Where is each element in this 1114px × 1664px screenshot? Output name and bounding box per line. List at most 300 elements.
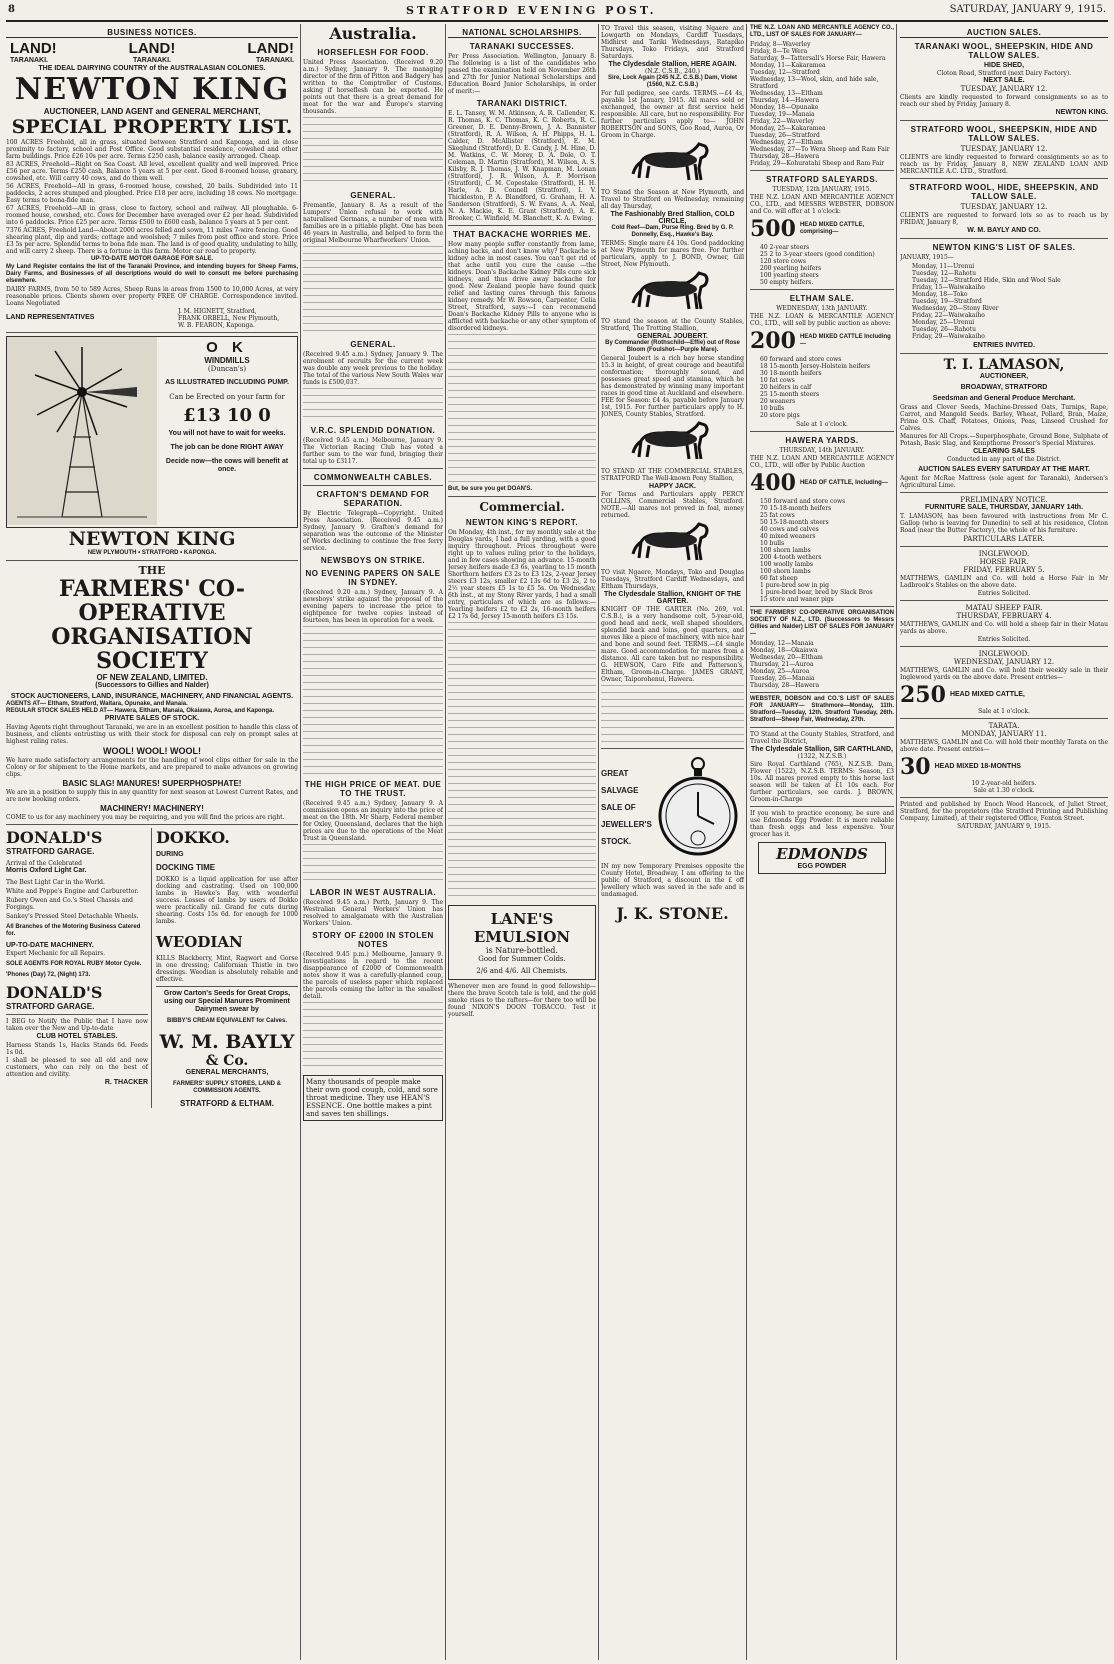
farmers-cooperative: FARMERS' CO-OPERATIVE: [59, 576, 245, 626]
sale-item: Wednesday, 13—Wool, skin, and hide sale, Stratford: [750, 76, 879, 90]
as-illustrated: AS ILLUSTRATED INCLUDING PUMP.: [165, 379, 289, 386]
sale-heading: NEWTON KING'S LIST OF SALES.: [932, 243, 1076, 252]
sale-item: Friday, 29—Waiwakaiho: [912, 333, 985, 340]
text-lines: [448, 334, 596, 484]
cartons-seeds: Grow Carton's Seeds for Great Crops, using our Special Manures Prominent Dairymen swear by: [163, 990, 291, 1013]
text-lines: [303, 1002, 443, 1072]
head-count-row: [900, 754, 1108, 780]
donalds-uptodate: UP-TO-DATE MACHINERY.: [6, 942, 94, 949]
place-heading: INGLEWOOD.: [978, 650, 1030, 658]
entries-solicited: Entries Solicited.: [977, 636, 1031, 643]
furniture-sale: FURNITURE SALE, THURSDAY, JANUARY 14th.: [924, 504, 1084, 511]
entries-invited: ENTRIES INVITED.: [973, 342, 1035, 349]
cattle-list: [750, 498, 894, 603]
sale-item: Thursday, 28—Hawera: [750, 153, 820, 160]
cattle-item: 120 store cows: [760, 258, 806, 265]
sale-item: Friday, 8—Waverley: [750, 41, 811, 48]
sale-item: Monday, 12—Manaia: [750, 640, 814, 647]
club-hotel-stables: CLUB HOTEL STABLES.: [36, 1033, 118, 1040]
sale-item: Tuesday, 26—Manaia: [750, 675, 815, 682]
property-item: My Land Register contains the list of the Taranaki Province, and intending buyers for Sheep Farms, Dairy Farms, and Businesses of all descriptions would do well to consult me before purchasing elsewhere.: [6, 264, 298, 284]
sale-item: Monday, 11—Kakaramea: [750, 62, 826, 69]
text-lines: [303, 388, 443, 422]
news-text: (Received 9.45 a.m.) Sydney, January 9. The enrolment of recruits for the current week was double any week previous to the holiday. The total of the various New South Wales war funds is £500,037.: [303, 351, 443, 386]
windmill-copy: [157, 337, 297, 527]
horse-icon: [601, 520, 744, 568]
stallion-notice: TO stand the season at the County Stables, Stratford, The Trotting Stallion,: [601, 318, 744, 332]
basic-slag-heading: BASIC SLAG! MANURES! SUPERPHOSPHATE!: [62, 779, 242, 788]
windmill-price: £13 10 0: [183, 405, 271, 426]
stallion-terms: For full pedigree, see cards. TERMS.—£4 4s, payable 1st January, 1915. All mares sold or exchanged, the owner at first service held responsible. All care, but no responsibility. For further particulars apply to— JOHN ROBERTSON and SONS, Goo Road, Auroa, Or Groom in Charge.: [601, 90, 744, 139]
sale-date: TUESDAY, 12th JANUARY, 1915.: [772, 186, 872, 193]
horse-icon: [601, 269, 744, 317]
stallion-name: HAPPY JACK.: [649, 483, 696, 490]
property-item: UP-TO-DATE MOTOR GARAGE FOR SALE.: [90, 256, 213, 262]
sale-item: Thursday, 21—Auroa: [750, 661, 814, 668]
private-sales: PRIVATE SALES OF STOCK.: [104, 715, 200, 722]
sale-heading: HORSE FAIR.: [979, 558, 1029, 566]
regular-sales: REGULAR STOCK SALES HELD AT— Hawera, Eltham, Manaia, Okaiawa, Auroa, and Kaponga.: [6, 708, 275, 714]
donalds-ad: [6, 828, 152, 1108]
sale-date: WEDNESDAY, 13th JANUARY.: [776, 305, 868, 312]
representatives-list: [178, 308, 298, 329]
sale-item: Wednesday, 27—To Wera Sheep and Ram Fair: [750, 146, 890, 153]
egg-powder-brand: EGG POWDER: [797, 863, 847, 870]
property-item: 100 ACRES Freehold, all in grass, situated between Stratford and Kaponga, and in close proximity to factory, school and Post Office. Good substantial residence, cowshed and other farm buildings. Price £26 10s per acre. Terms £250 cash, balance easily arranged. Cheap.: [6, 139, 298, 160]
head-count-label: HEAD MIXED CATTLE, comprising—: [799, 222, 865, 235]
sale-item: Wednesday, 27—Eltham: [750, 139, 823, 146]
text-lines: [303, 246, 443, 336]
issue-date: SATURDAY, JANUARY 9, 1915.: [949, 4, 1106, 15]
land-word: LAND!: [128, 40, 176, 57]
representative: FRANK ORBELL, New Plymouth,: [178, 315, 280, 322]
sale-item: Wednesday, 20—Eltham: [750, 654, 823, 661]
thacker-signature: R. THACKER: [104, 1079, 148, 1086]
news-heading: GENERAL.: [350, 340, 396, 349]
sales-month: JANUARY, 1915—: [900, 254, 954, 261]
lamason-products: Grass and Clover Seeds, Machine-Dressed Oats, Turnips, Rape, Carrot, and Mangold Seeds. Barley, Wheat, Pollard, Bran, Maize, Prime O.S. Chaff, Potatoes, Onions, Peas, Linseed Crushed for Calves.: [900, 404, 1108, 432]
news-heading: COMMONWEALTH CABLES.: [313, 473, 433, 482]
stallion-terms: KNIGHT OF THE GARTER (No. 269, vol. C.S.B.), is a very handsome colt, 5-year-old, good head and neck, well shaped shoulders, splendid back and loins, good quarters, and moves like a piece of machinery, with nice hair and bone and sound feet. TERMS.—£4 single mare. Good accommodation for mares from a distance. All care taken but no responsibility. G. HEWSON, Caro Fife and Patterson's, Eltham, Groom-in-Charge. JAMES GRANT, Owner, Taiporohenui, Hawera.: [601, 606, 744, 683]
business-notices-column: [6, 24, 298, 1660]
property-item: 83 ACRES, Freehold—Right on Sea Coast. All level, excellent quality and well improved. Price £56 per acre. Terms £250 cash, Balance 5 years at 5 per cent. Good 8-roomed house, granary, cowshed, etc. Will carry 40 cows, and do them well.: [6, 161, 298, 182]
sale-heading: STRATFORD SALEYARDS.: [766, 175, 878, 184]
newton-king-signature: NEWTON KING.: [1055, 109, 1108, 116]
auction-header: AUCTION SALES.: [900, 28, 1108, 38]
stables-welcome: I shall be pleased to see all old and new customers, who can rely on the best of attention and civility.: [6, 1057, 148, 1078]
cattle-item: 10 2-year-old heifers.: [971, 780, 1037, 787]
stallion-notice: TO visit Ngaere, Mondays, Toko and Douglas Tuesdays, Stratford Cardiff Wednesdays, and Eltham Thursdays,: [601, 569, 744, 590]
donalds-phones: 'Phones (Day) 72, (Night) 173.: [6, 972, 91, 978]
head-count: 200: [750, 328, 796, 354]
news-text: (Received 9.45 a.m.) Perth, January 9. The Westralian General Workers' Union has resolved to amalgamate with the Australian Workers' Union.: [303, 899, 443, 927]
newton-king-title: NEWTON KING: [14, 72, 290, 107]
egg-powder-text: If you wish to practice economy, be sure and use Edmonds Egg Powder. It is more reliable than fresh eggs and less expensive. Your grocer has it.: [750, 810, 894, 838]
windmill-illustration: [7, 337, 157, 527]
sale-date: TUESDAY, JANUARY 12.: [960, 203, 1048, 211]
news-text: (Received 9.45 a.m.) Sydney, January 9. A commission opens an inquiry into the price of meat on the 18th. Mr Sharp, Federal member for Oxley, Queensland, declares that the high prices are due to the operations of the Meat Trust in Queensland.: [303, 800, 443, 842]
entries-solicited: Entries Solicited.: [977, 590, 1031, 597]
head-count-label: HEAD OF CATTLE, Including—: [799, 479, 888, 486]
lamason-manures: Manures for All Crops.—Superphosphate, Ground Bone, Sulphate of Potash, Basic Slag, and Kempthorne Prosser's Special Mixtures.: [900, 433, 1108, 447]
cattle-item: 10 bulls: [760, 540, 785, 547]
scholarships-column: [448, 24, 596, 1660]
sale-item: Tuesday, 26—Stratford: [750, 132, 820, 139]
head-count-row: [750, 470, 894, 496]
taranaki-word: TARANAKI.: [133, 57, 171, 64]
donalds-rubery: Rubery Owen and Co.'s Steel Chassis and Forgings.: [6, 897, 133, 911]
representative: J. M. HIGNETT, Stratford,: [178, 308, 257, 315]
news-heading: HORSEFLESH FOR FOOD.: [317, 48, 429, 57]
cattle-list: [750, 244, 894, 286]
news-heading: NATIONAL SCHOLARSHIPS.: [448, 28, 596, 38]
sale-intro: THE N.Z. LOAN AND MERCANTILE AGENCY CO., LTD., and MESSRS WEBSTER, DOBSON and Co. will offer at 1 o'clock:: [750, 194, 894, 215]
sale-heading: ELTHAM SALE.: [789, 294, 855, 303]
sales-column: [750, 24, 894, 1660]
sale-item: Friday, 29—Kohuratahi Sheep and Ram Fair: [750, 160, 885, 167]
land-word: LAND!: [10, 40, 57, 57]
windmills-brand: (Duncan's): [207, 365, 247, 373]
sales-intro: THE N.Z. LOAN AND MERCANTILE AGENCY CO., LTD., LIST OF SALES FOR JANUARY—: [750, 25, 894, 38]
news-text: United Press Association. (Received 9.20 a.m.) Sydney, January 9. The managing director of the firm of Pitton and Badgery has written to the Comptroller of Customs, asking if horseflesh can be exported. He points out that there is a great demand for meat for the war and Europe's starving thousands.: [303, 59, 443, 115]
cattle-item: 20 store pigs: [760, 412, 800, 419]
stallion-terms: TERMS: Single mare £4 10s. Good paddocking at New Plymouth for mares free. For further particulars, apply to J. BOND, Owner, Gill Street, New Plymouth.: [601, 240, 744, 268]
news-text: Per Press Association. Wellington, January 8. The following is a list of the candidates who passed the examination held on November 26th and 27th for Junior National Scholarships and Education Board Junior Scholarships, in order of merit:—: [448, 53, 596, 95]
wool-text: We have made satisfactory arrangements for the handling of wool clips either for sale in the Colony or for shipment to the Home markets, and are prepared to make advances on growing clips.: [6, 757, 298, 778]
cattle-item: 25 15-month steers: [760, 391, 820, 398]
sale-item: Tuesday, 12—Rahotu: [912, 270, 976, 277]
cattle-item: 20 heifers in calf: [760, 384, 812, 391]
stables-rates: Harness Stands 1s, Hacks Stands 6d. Feeds 1s 0d.: [6, 1042, 148, 1056]
cattle-item: 200 4-tooth wethers: [760, 554, 822, 561]
stallion-pedigree: Sire, Lock Again (245 N.Z. C.S.B.) Dam, Violet (1560, N.Z. C.S.B.): [607, 75, 738, 88]
cattle-item: 10 bulls: [760, 405, 785, 412]
property-item: DAIRY FARMS, from 50 to 589 Acres, Sheep Runs in areas from 1500 to 10,000 Acres, at very reasonable prices. Clients shown over property FREE OF CHARGE. Correspondence invited. Loans Negotiated: [6, 286, 298, 307]
sale-date: TUESDAY, JANUARY 12.: [960, 85, 1048, 93]
sale-time: Sale at 1 o'clock.: [796, 421, 848, 428]
sale-intro: THE FARMERS' CO-OPERATIVE ORGANISATION SOCIETY OF N.Z., LTD. (Successors to Messrs Gillies and Nalder) LIST OF SALES FOR JANUARY—: [750, 610, 894, 637]
salvage-word: SALE OF: [601, 802, 636, 812]
cattle-item: 30 18-month heifers: [760, 370, 822, 377]
cattle-item: 100 yearling steers: [760, 272, 819, 279]
newton-king-places: NEW PLYMOUTH • STRATFORD • KAPONGA.: [87, 550, 217, 556]
cattle-item: 200 yearling heifers: [760, 265, 822, 272]
machinery-text: COME to us for any machinery you may be requiring, and you will find the prices are right.: [6, 814, 285, 821]
right-away-line: The job can be done RIGHT AWAY: [170, 444, 284, 451]
windmills-title: WINDMILLS: [204, 356, 250, 365]
next-sale: NEXT SALE.: [983, 77, 1025, 84]
dokko-during: DURING: [156, 851, 184, 858]
decide-line: Decide now—the cows will benefit at once.: [165, 458, 289, 473]
cattle-item: 150 forward and store cows: [760, 498, 846, 505]
dokko-title: DOKKO.: [156, 828, 230, 847]
news-text: (Received 9.45 p.m.) Melbourne, January 9. Investigations in regard to the recent disappearance of £2000 of Commonwealth notes show it was a carefully-planned coup, the parcels of useless paper which replaced the parcels coming the latter in the smallest detail.: [303, 951, 443, 1000]
news-heading: CRAFTON'S DEMAND FOR SEPARATION.: [316, 490, 430, 508]
stallion-terms: Sire Royal Carthland (765), N.Z.S.B. Dam, Flower (1522), N.Z.S.B. TERMS: Season, £3 10s. All mares proved empty to this horse last season will be taken at £1 10s each. For further particulars, see cards. J. BROWN, Groom-in-Charge: [750, 761, 894, 803]
cattle-item: 50 empty heifers.: [760, 279, 814, 286]
weodian-text: KILLS Blackberry, Mint, Ragwort and Gorse in one dressing; Californian Thistle in two dressings. Weodian is absolutely reliable and effective.: [156, 955, 298, 983]
news-text: E. L. Tansey, W. M. Atkinson, A. R. Callender, K. R. Thomas, K. C. Thomas, K. C. Roberts, R. C. Greener, D. E. Denny-Brown, J. A. Bannister (Stratford), R. A. Wilson, A. H. Phipps, H. L. Calder, D. McAllister (Stratford), E. M. Skeglund (Stratford), D. E. Candy, J. M. Hine, D. M. Watkins, C. W. Morey, D. A. Dole, O. T. Coleman, D. Martin (Stratford), M. Wilson, A. S. Kilsby, R. J. Thomas, J. W. Knapman, M. Lonan (Stratford), J. R. Wilson, A. P. Morrison (Stratford), C. M. Copestake (Stratford), H. H. Harle, A. D. Connell (Stratford), I. V. Thickleston, P. A. Blandford, G. Graham, H. A. Sanderson (Stratford), S. W. Evans, A. A. Neal, N. A. Mackie, K. E. Grant (Stratford), A. E. Brooker, C. Winfield, M. Blanchett, K. A. Ewing.: [448, 110, 596, 222]
news-heading: V.R.C. SPLENDID DONATION.: [310, 426, 436, 435]
tobacco-ad: Whenever men are found in good fellowship—there the brave Scotch tale is told, and the gold smoke rises to the rafters—for there too will be found NIXON'S DOON TOBACCO. Test it yourself.: [448, 983, 596, 1018]
news-heading: THE HIGH PRICE OF MEAT. DUE TO THE TRUST.: [304, 780, 442, 798]
news-heading: THAT BACKACHE WORRIES ME.: [452, 230, 592, 239]
basic-slag-text: We are in a position to supply this in any quantity for next season at Lowest Current Rates, and are now booking orders.: [6, 789, 298, 803]
sale-date: FRIDAY, FEBRUARY 5.: [963, 566, 1045, 574]
property-item: 56 ACRES, Freehold—All in grass, 6-roomed house, cowshed, 20 bails. Subdivided into 11 paddocks, 2 acres stumped and ploughed. Price £18 per acre, including 18 cows. No mortgage. Easy terms to bona-fide man.: [6, 183, 298, 204]
text-lines: [303, 117, 443, 187]
donalds-sankey: Sankey's Pressed Steel Detachable Wheels.: [6, 913, 139, 920]
salvage-word: JEWELLER'S: [601, 819, 652, 829]
news-heading: NEWSBOYS ON STRIKE.: [320, 556, 426, 565]
preliminary-notice: PRELIMINARY NOTICE.: [960, 496, 1048, 504]
news-text: How many people suffer constantly from lame, aching backs, and don't know why? Backache is kidney ache in most cases. You can't get rid of that ache until you cure the cause —the kidneys. Doan's Backache Kidney Pills cure sick kidneys, and thus drive away backache for good. New Zealand people have found quick relief and lasting cures through this famous kidney remedy. Mr W. Rowson, Carpenter, Celia Street, Stratford, says:—I can recommend Doan's Backache Kidney Pills to anyone who is afflicted with backache or any other symptom of disordered kidneys.: [448, 241, 596, 332]
cattle-item: 1 pure-bred sow in pig: [760, 582, 829, 589]
cattle-item: 60 fat sheep: [760, 575, 798, 582]
text-lines: [448, 622, 596, 902]
bibbys-cream: BIBBY'S CREAM EQUIVALENT for Calves.: [167, 1018, 287, 1024]
printer-imprint: Printed and published by Enoch Wood Hancock, of Juliet Street, Stratford, for the proprietors (the Stratford Printing and Publishing Company, Limited), at their registered Office, Fenton Street.: [900, 801, 1108, 822]
newton-king-footer: NEWTON KING: [68, 528, 236, 550]
particulars-later: PARTICULARS LATER.: [963, 535, 1045, 543]
bayly-co: & Co.: [205, 1053, 249, 1069]
cattle-item: 25 fat cows: [760, 512, 795, 519]
lower-ads: [6, 828, 298, 1108]
donalds-morris: Morris Oxford Light Car.: [6, 867, 87, 874]
cattle-item: 100 woolly lambs: [760, 561, 813, 568]
cattle-item: 60 forward and store cows: [760, 356, 842, 363]
donalds-best: The Best Light Car in the World.: [6, 879, 105, 886]
sale-intro: THE N.Z. LOAN & MERCANTILE AGENCY CO., LTD., will sell by public auction as above:: [750, 313, 894, 327]
salvage-word: SALVAGE: [601, 785, 639, 795]
sale-item: Monday, 25—Urenui: [912, 319, 975, 326]
imprint-date: SATURDAY, JANUARY 9, 1915.: [957, 823, 1051, 830]
stallion-terms: For Terms and Particulars apply PERCY COLLINS, Commercial Stables, Stratford. NOTE.—All mares not proved in foal, money returned.: [601, 491, 744, 519]
windmill-icon: [7, 337, 157, 525]
sale-item: Friday, 22—Waiwakaiho: [912, 312, 985, 319]
sale-item: Friday, 8—Te Wera: [750, 48, 808, 55]
horse-icon: [601, 140, 744, 188]
heans-text: Many thousands of people make their own good cough, cold, and sore throat medicine. They use HEAN'S ESSENCE. One bottle makes a pint and saves ten shillings.: [306, 1078, 438, 1118]
cattle-item: 1 pure-bred boar, bred by Slack Bros: [760, 589, 873, 596]
cattle-item: 40 cows and calves: [760, 526, 819, 533]
representative: W. B. FEARON, Kaponga.: [178, 322, 255, 329]
cattle-item: 100 shorn lambs: [760, 568, 811, 575]
no-wait-line: You will not have to wait for weeks.: [168, 430, 286, 437]
wool-heading: WOOL! WOOL! WOOL!: [103, 746, 201, 756]
farmers-limited: OF NEW ZEALAND, LIMITED.: [96, 673, 208, 682]
clearing-sales: CLEARING SALES: [973, 448, 1035, 455]
windmill-ad: [6, 336, 298, 528]
sale-item: Tuesday, 26—Rahotu: [912, 326, 976, 333]
pocket-watch-icon: [656, 752, 740, 862]
sale-item: Tuesday, 19—Stratford: [912, 298, 982, 305]
sale-item: Monday, 11—Urenui: [912, 263, 975, 270]
dokko-ad: [156, 828, 298, 1108]
salvage-sale-ad: [601, 752, 744, 862]
cattle-list: [750, 356, 894, 419]
sale-item: Monday, 18—Opunake: [750, 104, 819, 111]
cattle-item: 15 store and waner pigs: [760, 596, 834, 603]
hide-shed: HIDE SHED,: [983, 62, 1025, 69]
stone-signature: J. K. STONE.: [616, 904, 729, 923]
sale-item: Tuesday, 12—Stratford Hide, Skin and Wool Sale: [912, 277, 1061, 284]
donalds-garage-2: STRATFORD GARAGE.: [6, 1002, 95, 1011]
stallion-name: The Clydesdale Stallion, HERE AGAIN.: [608, 61, 737, 68]
bayly-places: STRATFORD & ELTHAM.: [180, 1099, 274, 1108]
farmers-successors: (Successors to Gillies and Nalder): [95, 682, 209, 689]
edmonds-logo: [758, 842, 886, 874]
sale-item: Saturday, 9—Tattersall's Horse Fair, Hawera: [750, 55, 886, 62]
head-count-row: [900, 682, 1108, 708]
hide-shed-address: Cloton Road, Stratford (next Dairy Factory).: [936, 70, 1072, 77]
bayly-supply: FARMERS' SUPPLY STORES, LAND & COMMISSION AGENTS.: [172, 1081, 281, 1094]
sale-item: Monday, 25—Auroa: [750, 668, 810, 675]
stallion-notice: TO Stand at the County Stables, Stratford, and Travel the District,: [750, 731, 894, 745]
sale-item: Friday, 15—Waiwakaiho: [912, 284, 985, 291]
news-heading: GENERAL.: [350, 191, 396, 200]
heans-essence-ad: [303, 1075, 443, 1121]
salvage-word: STOCK.: [601, 836, 632, 846]
farmers-the: THE: [138, 564, 166, 577]
sale-heading: MATAU SHEEP FAIR.: [965, 604, 1043, 612]
sales-list: [900, 263, 1108, 340]
having-agents-text: Having Agents right throughout Taranaki, we are in an excellent position to handle this class of business, and clients entrusting us with their stock for disposal can rely on prompt sales at highest ruling rates.: [6, 724, 298, 745]
bayly-signature: W. M. BAYLY AND CO.: [967, 227, 1041, 234]
bayly-general: GENERAL MERCHANTS,: [185, 1069, 269, 1076]
dokko-docking-time: DOCKING TIME: [156, 863, 216, 872]
donalds-white: White and Poppe's Engine and Carburettor.: [6, 888, 139, 895]
cattle-item: 100 shorn lambs: [760, 547, 811, 554]
stallion-name: The Fashionably Bred Stallion, COLD CIRCLE,: [610, 211, 735, 225]
stables-notice: I BEG to Notify the Public that I have now taken over the New and Up-to-date: [6, 1018, 148, 1032]
stallion-notice: TO Stand the Season at New Plymouth, and Travel to Stratford on Wednesday, remaining all day Thursday,: [601, 189, 744, 210]
head-count-row: [750, 328, 894, 354]
auction-column: [900, 24, 1108, 1660]
sale-item: Wednesday, 20—Stony River: [912, 305, 999, 312]
land-banner: [6, 40, 298, 57]
column-rule: [445, 24, 446, 1660]
lanes-emulsion-ad: [448, 905, 596, 980]
news-text: On Monday, 4th inst., for my monthly sale at the Douglas yards, I had a full yarding, with a good inquiry throughout. Prices throughout were right up to values ruling prior to the holidays, and in few cases showing an advance. 15-month Jersey heifers made £3 6s, yearling to 15 month Shorthorn heifers £3 2s to £3 12s, 2-year Jersey steers £3 12s, smaller £2 13s 6d to £3 2s, 2 to 2½ year steers £5 1s to £5 5s. On Wednesday, 6th inst., at my Stony River yards, I had a small entry, particulars of which are as follows:— Yearling heifers £2 to £2 2s, 16-month heifers £2 17s 6d, Jersey 15-month heifers £3 15s.: [448, 529, 596, 620]
australia-heading: Australia.: [329, 24, 417, 43]
stone-notice: IN my new Temporary Premises opposite the County Hotel, Broadway, I am offering to the public of Stratford, a discount in the £ off Jewellery which was saved in the safe and is undamaged.: [601, 863, 744, 898]
cattle-item: 50 15-18-month steers: [760, 519, 829, 526]
cattle-item: 20 weaners: [760, 398, 796, 405]
place-heading: INGLEWOOD.: [978, 550, 1030, 558]
text-lines: [303, 844, 443, 884]
clearing-sales-area: Conducted in any part of the District.: [946, 456, 1062, 463]
column-rule: [598, 24, 599, 1660]
sale-heading: STRATFORD WOOL, HIDE, SHEEPSKIN, AND TALLOW SALE.: [909, 183, 1099, 201]
stallion-name: The Clydesdale Stallion, KNIGHT OF THE GARTER.: [604, 591, 741, 605]
news-heading: STORY OF £2000 IN STOLEN NOTES: [312, 931, 434, 949]
lamason-auctioneer: AUCTIONEER,: [979, 373, 1029, 380]
dokko-text: DOKKO is a liquid application for use after docking and castrating. Used on 100,000 lambs in Hawke's Bay, with wonderful success. Losses of lambs by users of Dokko were practically nil. Grand for cuts during shearing. Costs 15s 6d. for enough for 1000 lambs.: [156, 876, 298, 925]
sales-list: [750, 41, 894, 167]
sales-list: [750, 640, 894, 689]
column-rule: [896, 24, 897, 1660]
sale-intro: THE N.Z. LOAN AND MERCANTILE AGENCY CO., LTD., will offer by Public Auction: [750, 455, 894, 469]
donalds-garage: STRATFORD GARAGE.: [6, 847, 95, 856]
auctioneer-line: AUCTIONEER, LAND AGENT and GENERAL MERCHANT,: [43, 107, 261, 116]
stallion-pedigree: Cold Reef—Dam, Purse Ring. Bred by G. P. Donnelly, Esq., Hawke's Bay.: [611, 225, 734, 238]
sale-item: Thursday, 28—Hawera: [750, 682, 820, 689]
sale-notice: CLIENTS are requested to forward lots so as to reach us by FRIDAY, January 8,: [900, 212, 1108, 226]
stallion-notice: TO Travel this season, visiting Ngaere and Lowgarth on Mondays, Cardiff Tuesdays, Midhirst and Tariki Wednesdays, Ratapiko Thursdays, Toko Fridays, and Stratford Saturdays.: [601, 25, 744, 60]
head-count-row: [750, 216, 894, 242]
ok-heading: O K: [206, 339, 248, 356]
salvage-word: GREAT: [601, 768, 629, 778]
sale-item: Wednesday, 13—Eltham: [750, 90, 823, 97]
sale-notice: Clients are kindly requested to forward consignments so as to reach our shed by Friday, January 8.: [900, 94, 1108, 108]
lamason-title: T. I. LAMASON,: [943, 357, 1065, 373]
stallion-terms: General Joubert is a rich bay horse standing 15.3 in height, of great courage and beautiful conformation; thoroughly sound, and possesses great speed and stamina, which he has demonstrated by winning many important races in good time at Auckland and elsewhere. FEE for Season: £4 4s, payable before January 1st, 1915. For further particulars apply to H. JONES, County Stables, Stratford.: [601, 355, 744, 418]
news-text: (Received 9.20 a.m.) Sydney, January 9. A newsboys' strike against the proposal of the evening papers to increase the price to eightpence for twelve copies instead of fourteen, has been in operation for a week.: [303, 589, 443, 624]
lanes-line: Good for Summer Colds.: [478, 955, 566, 963]
lanes-line: 2/6 and 4/6. All Chemists.: [476, 967, 568, 975]
business-notices-header: BUSINESS NOTICES.: [6, 28, 298, 38]
news-heading: TARANAKI DISTRICT.: [476, 99, 568, 108]
donalds-arrival: Arrival of the Celebrated: [6, 860, 82, 867]
lamason-address: BROADWAY, STRATFORD: [960, 384, 1048, 391]
donalds-expert: Expert Mechanic for all Repairs.: [6, 950, 106, 957]
sale-notice: MATTHEWS, GAMLIN and Co. will hold a Horse Fair in Mr Ladbrook's Stables on the above date.: [900, 575, 1108, 589]
representatives-label: LAND REPRESENTATIVES: [6, 314, 95, 321]
donalds-title: DONALD'S: [6, 828, 103, 847]
property-item: 7376 ACRES, Freehold Land—About 2000 acres felled and sown, 11 miles 7-wire fencing. Good shearing plant, dip and yards; cottage and woolshed; 7 miles from post office and store. Price £3 5s per acre. Splendid terms to bona fide man. The land is of good quality, undulating to hilly, and will carry 2 sheep. There is a fortune in this farm. Motor car road to property.: [6, 227, 298, 255]
edmonds-brand: EDMONDS: [776, 845, 868, 863]
cattle-item: 70 15-18-month heifers: [760, 505, 832, 512]
sale-notice: MATTHEWS, GAMLIN and Co. will hold a sheep fair in their Matau yards as above.: [900, 621, 1108, 635]
cattle-item: 40 mixed weaners: [760, 533, 816, 540]
stallions-column: [601, 24, 744, 1660]
column-rule: [746, 24, 747, 1660]
sale-notice: CLIENTS are kindly requested to forward consignments so as to reach us by Friday, January 8, NEW ZEALAND LOAN AND MERCANTILE A.C. LTD., Stratford.: [900, 154, 1108, 175]
news-text: Fremantle, January 8. As a result of the Lumpers' Union refusal to work with naturalised Germans, a number of men with families are in a pitiable plight. One has been 46 years in Australia, and helped to form the original Melbourne Wharfworkers' Union.: [303, 202, 443, 244]
taranaki-banner: [6, 57, 298, 65]
head-count: 400: [750, 470, 796, 496]
lamason-seeds: Seedsman and General Produce Merchant.: [932, 395, 1076, 402]
cattle-item: 40 2-year steers: [760, 244, 810, 251]
sale-heading: TARANAKI WOOL, SHEEPSKIN, HIDE AND TALLOW SALES.: [914, 42, 1094, 60]
news-text: But, be sure you get DOAN'S.: [448, 486, 533, 492]
sale-date: MONDAY, JANUARY 11.: [961, 730, 1047, 738]
cattle-item: 25 2 to 3-year steers (good condition): [760, 251, 875, 258]
place-heading: TARATA.: [988, 722, 1020, 730]
sale-time: Sale at 1 o'clock.: [978, 708, 1030, 715]
head-count: 250: [900, 682, 946, 708]
property-item: 67 ACRES, Freehold—All in grass, close to factory, school and railway. All ploughable. 6-roomed house, cowshed, etc. Cows for December have averaged over £2 per head. Subdivided into 6 paddocks. Price £25 per acre. Terms £500 to £600 cash, balance 5 years at 5 per cent.: [6, 205, 298, 226]
stallion-pedigree: By Commander (Rothschild—Effie) out of Rose Bloom (Foulshot—Purple Mare).: [605, 340, 740, 353]
stallion-notice: TO STAND AT THE COMMERCIAL STABLES, STRATFORD The Well-known Pony Stallion,: [601, 468, 744, 482]
cattle-item: 10 fat cows: [760, 377, 795, 384]
news-heading: TARANAKI SUCCESSES.: [469, 42, 575, 51]
sale-item: Monday, 18—Okaiawa: [750, 647, 818, 654]
taranaki-word: TARANAKI.: [256, 57, 294, 64]
text-lines: [601, 685, 744, 745]
sale-date: THURSDAY, FEBRUARY 4.: [956, 612, 1052, 620]
sale-notice: MATTHEWS, GAMLIN and Co. will hold their weekly sale in their Inglewood yards on the above date. Present entries—: [900, 667, 1108, 681]
column-rule: [300, 24, 301, 1660]
news-heading: NO EVENING PAPERS ON SALE IN SYDNEY.: [305, 569, 441, 587]
page-number: 8: [8, 4, 15, 15]
news-heading: LABOR IN WEST AUSTRALIA.: [309, 888, 437, 897]
salvage-words: [601, 769, 656, 846]
head-count-label: HEAD MIXED 18-MONTHS: [934, 763, 1021, 770]
donalds-sole: SOLE AGENTS FOR ROYAL RUBY Motor Cycle.: [6, 961, 142, 967]
sale-item: Tuesday, 12—Stratford: [750, 69, 820, 76]
